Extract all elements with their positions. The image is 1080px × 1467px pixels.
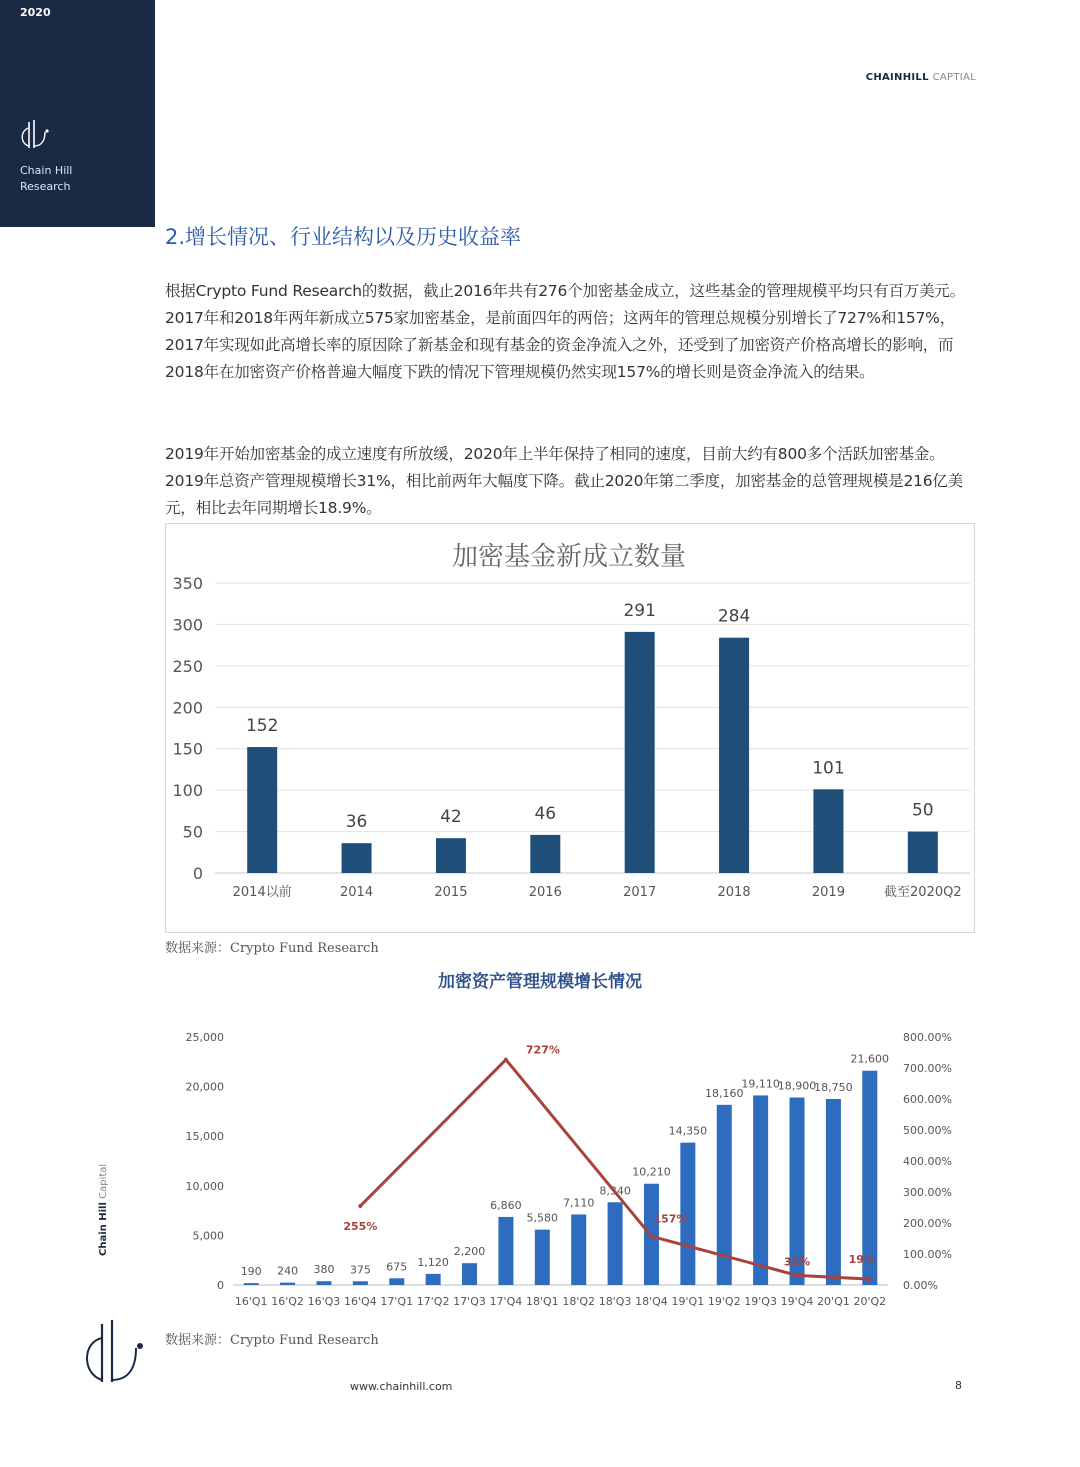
chart1-data-label: 284: [717, 606, 751, 627]
chart1-xtick-label: 2014以前: [232, 885, 292, 900]
chart1-ytick-label: 100: [172, 781, 203, 801]
chart2-growth-point: [649, 1234, 653, 1238]
chart2-xtick-label: 17'Q1: [380, 1295, 414, 1308]
chart2-data-label: 19,110: [741, 1077, 780, 1091]
chart2-bar: [244, 1283, 259, 1285]
chart2-bar: [571, 1214, 586, 1285]
chart2-ytick-label: 10,000: [185, 1179, 224, 1193]
chart1-xtick-label: 2018: [717, 885, 751, 900]
chart1-data-label: 46: [534, 803, 557, 824]
chart2-source: 数据来源：Crypto Fund Research: [165, 1333, 379, 1348]
chart2-data-label: 2,200: [453, 1245, 486, 1259]
chart2-bar: [462, 1263, 477, 1285]
chart2-growth-point: [358, 1204, 362, 1208]
chart1-bar: [625, 632, 655, 873]
chart2-growth-label: 31%: [783, 1255, 811, 1269]
brand-bold: CHAINHILL: [865, 72, 929, 83]
chart1-bar: [436, 838, 466, 873]
chart2-data-label: 240: [277, 1264, 299, 1278]
chart2-xtick-label: 17'Q4: [489, 1295, 523, 1308]
chart2-data-label: 18,750: [814, 1081, 853, 1094]
chart2-xtick-label: 18'Q4: [635, 1295, 668, 1308]
chart1-source: 数据来源：Crypto Fund Research: [165, 941, 379, 956]
chart2-xtick-label: 16'Q2: [271, 1295, 304, 1308]
chart2-xtick-label: 17'Q3: [453, 1295, 486, 1308]
chart2-bar: [498, 1217, 513, 1285]
chainhill-logo-large-icon: [80, 1318, 146, 1388]
chart2-y2tick-label: 800.00%: [903, 1031, 952, 1044]
vertical-brand: [98, 1164, 109, 1256]
vertical-brand-bold: Chain Hill: [98, 1202, 109, 1256]
chart1-data-label: 36: [345, 812, 368, 833]
chart2-title: 加密资产管理规模增长情况: [438, 972, 642, 992]
chart1-ytick-label: 0: [192, 864, 203, 883]
chart2-bar: [535, 1230, 550, 1285]
chart2-data-label: 675: [386, 1260, 408, 1274]
chart1-xtick-label: 2017: [623, 885, 657, 900]
chart2-ytick-label: 15,000: [185, 1130, 224, 1144]
chart2-y2tick-label: 400.00%: [903, 1155, 952, 1168]
chart2-xtick-label: 16'Q4: [344, 1295, 377, 1308]
chart2-xtick-label: 17'Q2: [416, 1295, 450, 1308]
chart1-ytick-label: 300: [172, 615, 203, 635]
paragraph-2: 2019年开始加密基金的成立速度有所放缓，2020年上半年保持了相同的速度，目前大约有800多个活跃加密基金。2019年总资产管理规模增长31%，相比前两年大幅度下降。截止2020年第二季度，加密基金的总管理规模是216亿美元，相比去年同期增长18.9%。: [165, 445, 964, 517]
chart2-y2tick-label: 700.00%: [903, 1062, 952, 1075]
report-year: 2020: [20, 6, 51, 19]
chart1-bar: [813, 789, 843, 873]
header-side-block: [0, 0, 155, 227]
vertical-brand-thin: Capital: [98, 1163, 109, 1199]
chart1-bar: [719, 638, 749, 873]
chart2-y2tick-label: 0.00%: [903, 1279, 938, 1292]
chart1-bar: [908, 832, 938, 873]
chart2-xtick-label: 18'Q1: [525, 1295, 559, 1308]
chart2-growth-label: 157%: [653, 1212, 688, 1226]
chart2-xtick-label: 19'Q2: [707, 1295, 741, 1308]
chart1-ytick-label: 350: [172, 574, 203, 593]
chart2-data-label: 18,160: [705, 1086, 744, 1100]
brand-wordmark: [866, 72, 976, 83]
chart2-y2tick-label: 100.00%: [903, 1248, 952, 1261]
chart1-xtick-label: 2019: [811, 885, 845, 900]
chart2-bar: [316, 1281, 331, 1285]
chart-new-funds: [165, 523, 973, 931]
chart2-xtick-label: 19'Q1: [671, 1295, 705, 1308]
chart2-data-label: 375: [349, 1263, 371, 1277]
chart2-xtick-label: 20'Q1: [817, 1295, 850, 1308]
chart2-y2tick-label: 500.00%: [903, 1124, 952, 1137]
chart2-xtick-label: 18'Q3: [598, 1295, 632, 1308]
chart2-xtick-label: 20'Q2: [853, 1295, 887, 1308]
org-name-line1: Chain Hill: [20, 164, 73, 177]
chart1-data-label: 101: [812, 758, 845, 779]
chart2-data-label: 10,210: [632, 1165, 671, 1179]
chart2-data-label: 18,900: [777, 1079, 817, 1093]
chart2-bar: [826, 1099, 841, 1285]
chart1-xtick-label: 2014: [340, 885, 374, 900]
chart2-bar: [280, 1283, 295, 1285]
chart1-data-label: 291: [623, 600, 656, 621]
chart1-ytick-label: 150: [172, 739, 203, 759]
chart2-data-label: 380: [313, 1263, 335, 1277]
chart2-data-label: 5,580: [526, 1211, 559, 1225]
chart1-ytick-label: 50: [182, 822, 203, 842]
chart1-data-label: 50: [911, 800, 934, 821]
chart2-growth-label: 255%: [343, 1219, 378, 1233]
chart1-ytick-label: 200: [172, 698, 203, 718]
chart1-xtick-label: 2015: [434, 885, 468, 900]
chart1-data-label: 42: [440, 807, 462, 828]
chart2-xtick-label: 19'Q3: [744, 1295, 777, 1308]
chart2-growth-label: 19%: [848, 1253, 875, 1267]
chart1-bar: [530, 835, 560, 873]
footer-url: www.chainhill.com: [350, 1380, 453, 1393]
chart2-y2tick-label: 200.00%: [903, 1217, 952, 1230]
chart2-bar: [426, 1274, 441, 1285]
chart2-ytick-label: 0: [217, 1279, 224, 1292]
chart2-data-label: 8,340: [599, 1184, 631, 1198]
chart2-data-label: 6,860: [490, 1198, 522, 1212]
chart2-data-label: 7,110: [562, 1196, 595, 1210]
chart2-y2tick-label: 300.00%: [903, 1186, 952, 1199]
chart2-data-label: 1,120: [417, 1255, 449, 1269]
chart1-title: 加密基金新成立数量: [451, 542, 687, 572]
chart2-xtick-label: 16'Q3: [307, 1295, 341, 1308]
chart2-xtick-label: 16'Q1: [234, 1295, 268, 1308]
chart2-xtick-label: 19'Q4: [780, 1295, 814, 1308]
chart1-xtick-label: 2016: [528, 885, 562, 900]
chainhill-logo-icon: [18, 118, 52, 152]
chart2-bar: [389, 1278, 404, 1285]
chart1-xtick-label: 截至2020Q2: [884, 885, 962, 900]
chart2-bar: [353, 1281, 368, 1285]
chart2-bar: [753, 1095, 768, 1285]
brand-thin: CAPTIAL: [932, 72, 976, 83]
chart2-ytick-label: 5,000: [192, 1229, 224, 1243]
chart2-y2tick-label: 600.00%: [903, 1093, 952, 1106]
chart1-data-label: 152: [245, 716, 279, 737]
chart1-ytick-label: 250: [172, 656, 203, 676]
chart2-data-label: 14,350: [668, 1124, 708, 1138]
org-name-line2: Research: [20, 180, 71, 193]
chart2-growth-label: 727%: [525, 1043, 560, 1057]
chart2-xtick-label: 18'Q2: [562, 1295, 596, 1308]
chart1-bar: [247, 747, 277, 873]
paragraph-1: 根据Crypto Fund Research的数据，截止2016年共有276个加密基金成立，这些基金的管理规模平均只有百万美元。2017年和2018年两年新成立575家加密基金，是前面四年的两倍；这两年的管理总规模分别增长了727%和157%，2017年实现如此高增长率的原因除了新基金和现有基金的资金净流入之外，还受到了加密资产价格高增长的影响，而2018年在加密资产价格普遍大幅度下跌的情况下管理规模仍然实现157%的增长则是资金净流入的结果。: [165, 282, 966, 381]
chart1-bar: [342, 843, 372, 873]
chart2-data-label: 21,600: [850, 1052, 890, 1066]
chart2-data-label: 190: [240, 1265, 262, 1279]
chart2-growth-point: [795, 1273, 799, 1277]
chart2-bar: [608, 1202, 623, 1285]
page-number: 8: [955, 1379, 962, 1392]
org-name: [20, 163, 72, 195]
chart2-growth-point: [504, 1058, 508, 1062]
section-title: 2.增长情况、行业结构以及历史收益率: [165, 225, 522, 249]
chart2-ytick-label: 25,000: [185, 1031, 224, 1044]
chart2-ytick-label: 20,000: [185, 1080, 224, 1094]
chart-aum-growth: [170, 1000, 970, 1320]
chart2-growth-point: [868, 1277, 872, 1281]
